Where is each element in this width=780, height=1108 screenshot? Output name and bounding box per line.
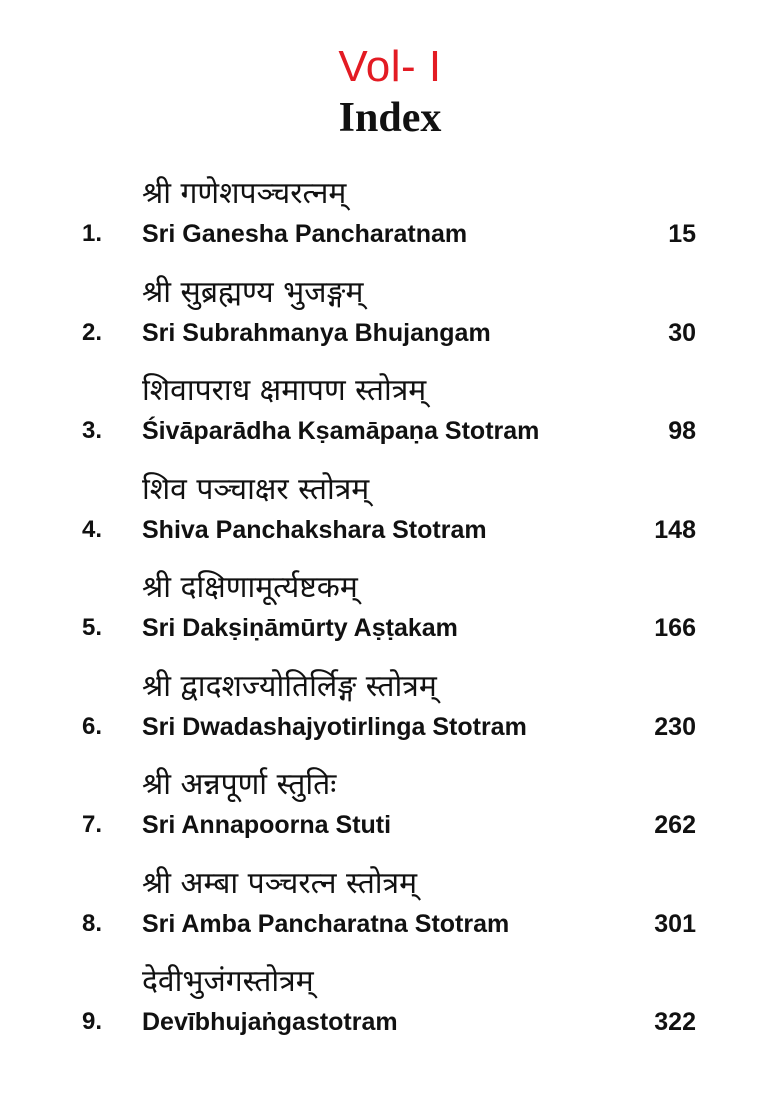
index-entry [0, 862, 780, 961]
entry-page-number: 301 [654, 909, 696, 938]
entry-title: Śivāparādha Kṣamāpaṇa Stotram [142, 417, 540, 445]
entry-page-number: 262 [654, 811, 696, 839]
sanskrit-title: शिवापराध क्षमापण स्तोत्रम् [142, 373, 427, 408]
entry-page-number: 322 [654, 1008, 696, 1036]
sanskrit-title: श्री अम्बा पञ्चरत्न स्तोत्रम् [142, 865, 418, 901]
entry-title: Sri Amba Pancharatna Stotram [142, 909, 510, 938]
index-entry [0, 960, 780, 1059]
entry-page-number: 148 [654, 515, 696, 544]
index-entry [0, 763, 780, 862]
entry-page-number: 30 [668, 318, 696, 347]
entry-title: Sri Dakṣiṇāmūrty Aṣṭakam [142, 614, 458, 642]
entry-title: Devībhujaṅgastotram [142, 1008, 398, 1036]
index-heading: Index [338, 95, 442, 141]
sanskrit-title: श्री द्वादशज्योतिर्लिङ्ग स्तोत्रम् [142, 668, 437, 704]
sanskrit-title: शिव पञ्चाक्षर स्तोत्रम् [142, 471, 370, 507]
entry-title: Sri Dwadashajyotirlinga Stotram [142, 712, 527, 741]
index-entry [0, 172, 780, 271]
entry-number: 7. [82, 811, 103, 838]
entry-number: 9. [82, 1008, 103, 1035]
entry-page-number: 98 [668, 417, 696, 445]
entry-title: Sri Annapoorna Stuti [142, 811, 392, 839]
index-entry [0, 566, 780, 665]
index-list [0, 172, 780, 1059]
entry-title: Sri Subrahmanya Bhujangam [142, 318, 491, 347]
index-entry [0, 271, 780, 370]
entry-number: 8. [82, 909, 103, 937]
entry-title: Sri Ganesha Pancharatnam [142, 220, 468, 248]
sanskrit-title: श्री गणेशपञ्चरत्नम् [142, 176, 347, 211]
sanskrit-title: श्री अन्नपूर्णा स्तुतिः [142, 767, 337, 802]
entry-number: 5. [82, 614, 103, 641]
sanskrit-title: श्री दक्षिणामूर्त्यष्टकम् [142, 570, 358, 605]
entry-page-number: 15 [668, 220, 696, 248]
index-entry [0, 665, 780, 764]
entry-page-number: 230 [654, 712, 696, 741]
volume-heading: Vol- I [338, 42, 442, 91]
entry-page-number: 166 [654, 614, 696, 642]
index-entry [0, 468, 780, 567]
entry-title: Shiva Panchakshara Stotram [142, 515, 487, 544]
entry-number: 1. [82, 220, 103, 247]
entry-number: 3. [82, 417, 103, 444]
entry-number: 4. [82, 515, 103, 543]
sanskrit-title: देवीभुजंगस्तोत्रम् [142, 964, 314, 999]
entry-number: 6. [82, 712, 103, 740]
index-entry [0, 369, 780, 468]
entry-number: 2. [82, 318, 103, 346]
sanskrit-title: श्री सुब्रह्मण्य भुजङ्गम् [142, 274, 364, 310]
